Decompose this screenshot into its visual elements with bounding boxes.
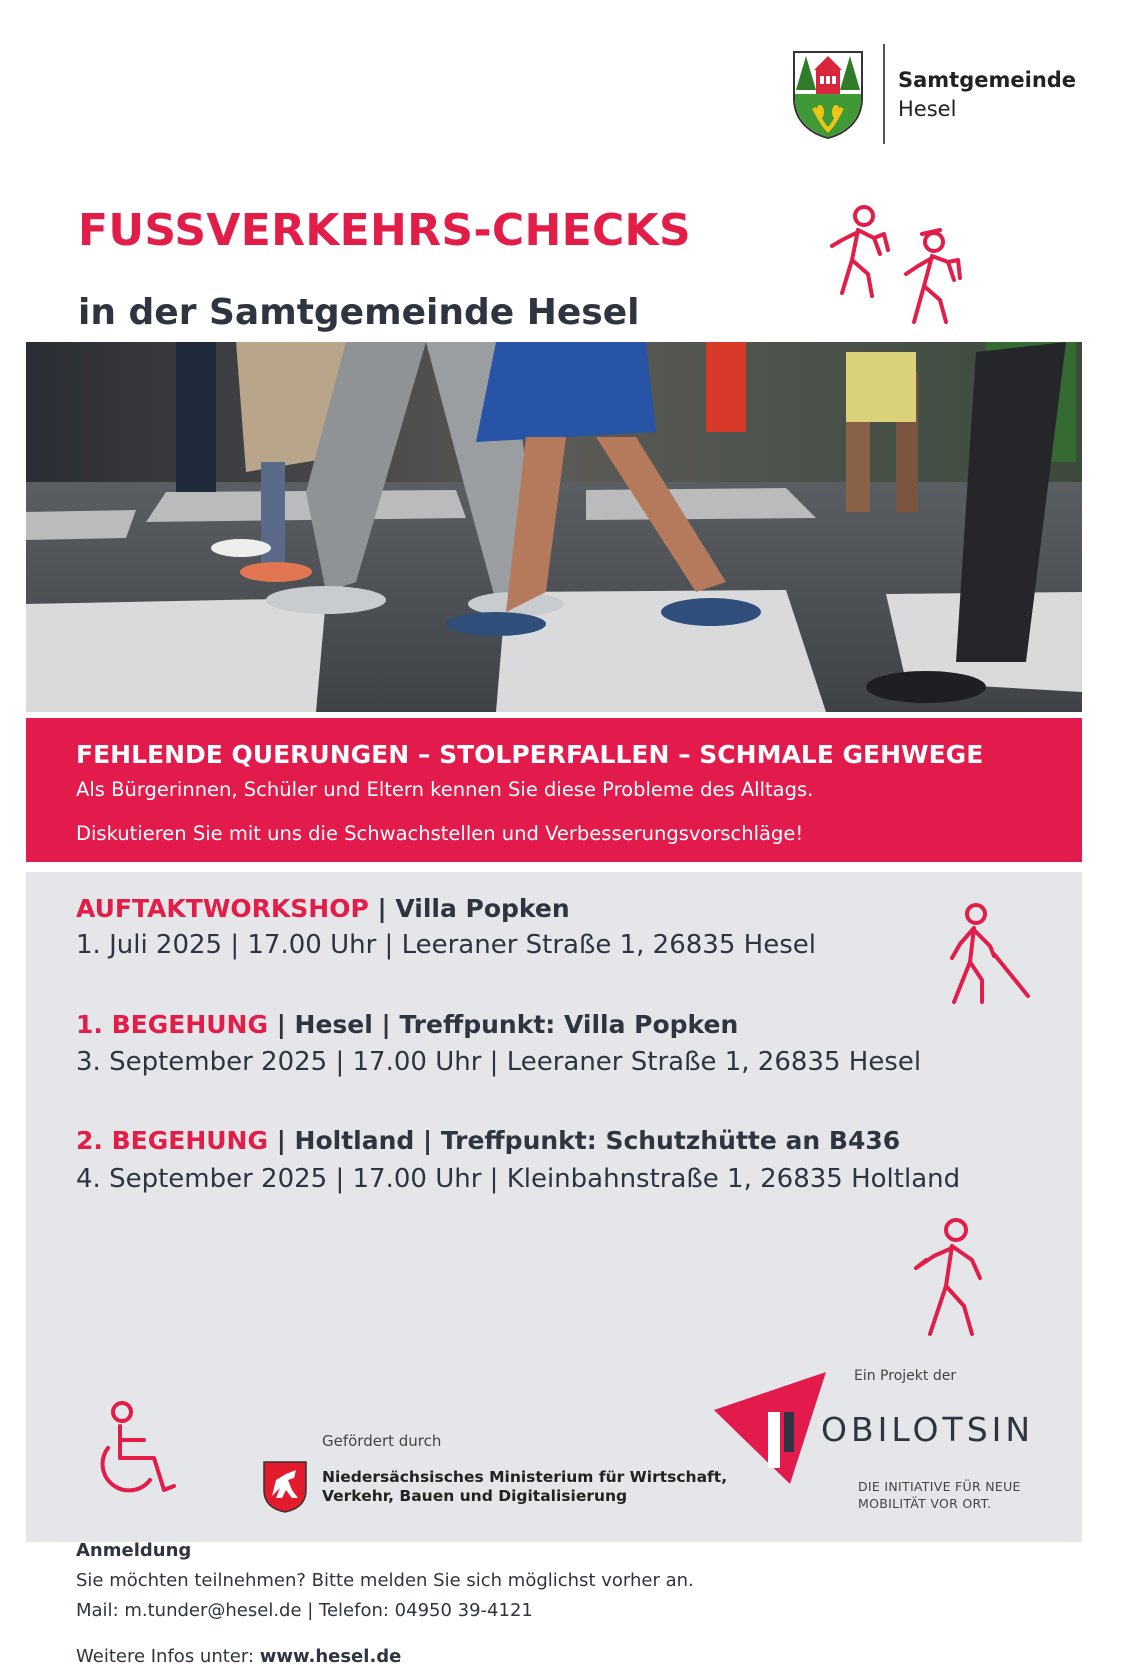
person-with-cane-icon — [936, 902, 1036, 1012]
tagline-line-1: DIE INITIATIVE FÜR NEUE — [858, 1479, 1021, 1494]
registration-heading: Anmeldung — [76, 1540, 192, 1561]
events-panel — [26, 872, 1082, 1667]
event-1-name: AUFTAKTWORKSHOP — [76, 894, 369, 923]
org-place: Hesel — [898, 97, 957, 121]
more-info-prefix: Weitere Infos unter: — [76, 1646, 260, 1667]
event-1-details: 1. Juli 2025 | 17.00 Uhr | Leeraner Straße 1, 26835 Hesel — [76, 930, 816, 960]
event-3-heading — [76, 1126, 900, 1155]
event-3-location: | Holtland | Treffpunkt: Schutzhütte an B436 — [268, 1126, 901, 1155]
more-info — [76, 1646, 401, 1667]
walking-people-icon — [822, 198, 982, 333]
event-2-location: | Hesel | Treffpunkt: Villa Popken — [268, 1010, 739, 1039]
pedestrian-icon — [906, 1216, 1006, 1344]
project-label: Ein Projekt der — [854, 1368, 957, 1384]
page-subtitle: in der Samtgemeinde Hesel — [78, 292, 640, 333]
tagline-line-2: MOBILITÄT VOR ORT. — [858, 1496, 992, 1511]
mobilotsin-wordmark: OBILOTSIN — [821, 1410, 1035, 1449]
event-1-location: | Villa Popken — [368, 894, 570, 923]
municipal-crest-icon — [792, 50, 864, 140]
logo-divider — [883, 44, 885, 144]
event-2-name: 1. BEGEHUNG — [76, 1010, 268, 1039]
ministry-name — [322, 1468, 727, 1506]
org-name: Samtgemeinde — [898, 68, 1077, 92]
problems-banner — [26, 718, 1082, 862]
mobilotsin-logo-icon — [710, 1372, 830, 1492]
event-3-name: 2. BEGEHUNG — [76, 1126, 268, 1155]
mobilotsin-tagline — [858, 1478, 1021, 1512]
banner-headline: FEHLENDE QUERUNGEN – STOLPERFALLEN – SCHMALE GEHWEGE — [76, 740, 984, 769]
event-3-details: 4. September 2025 | 17.00 Uhr | Kleinbahnstraße 1, 26835 Holtland — [76, 1164, 961, 1194]
registration-text: Sie möchten teilnehmen? Bitte melden Sie sich möglichst vorher an. — [76, 1570, 694, 1591]
crosswalk-photo — [26, 342, 1082, 712]
wheelchair-icon — [88, 1400, 188, 1500]
event-2-heading — [76, 1010, 738, 1039]
website-link[interactable]: www.hesel.de — [259, 1646, 402, 1667]
registration-contact: Mail: m.tunder@hesel.de | Telefon: 04950 39-4121 — [76, 1600, 533, 1621]
page-title: FUSSVERKEHRS-CHECKS — [78, 205, 691, 256]
event-2-details: 3. September 2025 | 17.00 Uhr | Leeraner Straße 1, 26835 Hesel — [76, 1047, 922, 1077]
banner-text-1: Als Bürgerinnen, Schüler und Eltern kennen Sie diese Probleme des Alltags. — [76, 778, 814, 801]
lower-saxony-crest-icon — [262, 1460, 308, 1514]
ministry-line-2: Verkehr, Bauen und Digitalisierung — [322, 1487, 628, 1505]
ministry-line-1: Niedersächsisches Ministerium für Wirtschaft, — [322, 1468, 728, 1486]
event-1-heading — [76, 894, 570, 923]
banner-text-2: Diskutieren Sie mit uns die Schwachstellen und Verbesserungsvorschläge! — [76, 822, 804, 845]
funding-label: Gefördert durch — [322, 1432, 442, 1450]
